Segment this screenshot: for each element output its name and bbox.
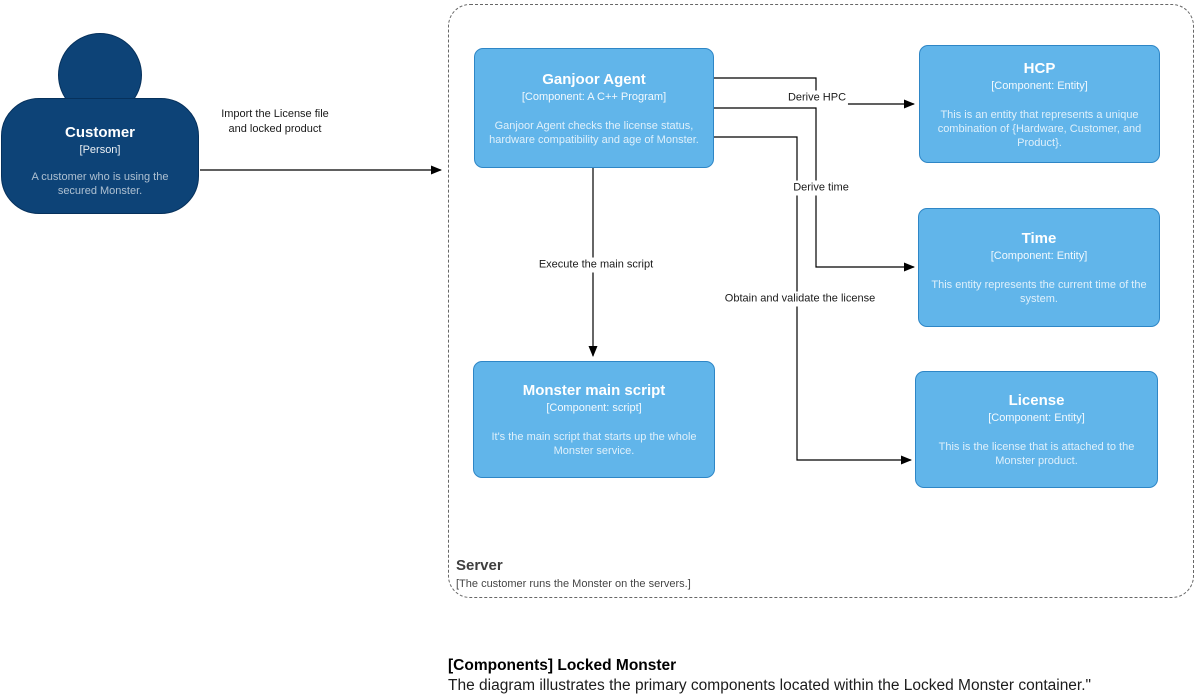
edge-label-line1: Import the License file <box>221 108 329 120</box>
component-description: It's the main script that starts up the whole Monster service. <box>491 431 697 457</box>
edge-label-execute-main-script: Execute the main script <box>538 258 654 271</box>
component-monster-main-script <box>473 361 715 478</box>
boundary-title: Server <box>456 557 503 574</box>
component-subtitle: [Component: A C++ Program] <box>521 90 667 103</box>
component-description: Ganjoor Agent checks the license status, hardware compatibility and age of Monster. <box>489 119 699 146</box>
component-subtitle: [Component: Entity] <box>990 250 1088 262</box>
diagram-caption <box>448 656 1198 696</box>
component-license <box>915 371 1158 488</box>
component-title: License <box>1008 392 1065 409</box>
component-time <box>918 208 1160 327</box>
component-ganjoor-agent <box>474 48 714 168</box>
edge-label-line2: and locked product <box>228 123 322 135</box>
component-title: Monster main script <box>522 382 666 399</box>
component-subtitle: [Component: script] <box>546 402 642 414</box>
component-title: Time <box>1021 230 1057 247</box>
caption-description: The diagram illustrates the primary components located within the Locked Monster container." <box>448 677 1092 694</box>
component-description: This is an entity that represents a unique combination of {Hardware, Customer, and Product}. <box>937 108 1142 149</box>
edge-label-derive-hpc: Derive HPC <box>787 91 847 104</box>
component-hcp <box>919 45 1160 163</box>
component-description: This is the license that is attached to the Monster product. <box>938 441 1135 467</box>
caption-title: [Components] Locked Monster <box>448 657 677 674</box>
person-subtitle: [Person] <box>79 144 121 156</box>
person-customer <box>1 98 199 214</box>
edge-label-obtain-validate-license: Obtain and validate the license <box>724 292 876 305</box>
boundary-subtitle: [The customer runs the Monster on the servers.] <box>456 578 691 590</box>
component-description: This entity represents the current time of the system. <box>931 279 1147 305</box>
person-description: A customer who is using the secured Monster. <box>31 171 169 197</box>
edge-label-derive-time: Derive time <box>793 181 849 194</box>
edge-label-import-license <box>219 107 331 137</box>
component-title: HCP <box>1023 59 1056 77</box>
person-title: Customer <box>64 124 135 141</box>
component-subtitle: [Component: Entity] <box>991 79 1088 92</box>
boundary-server-label <box>456 556 691 591</box>
component-subtitle: [Component: Entity] <box>988 412 1085 424</box>
component-title: Ganjoor Agent <box>542 70 646 88</box>
